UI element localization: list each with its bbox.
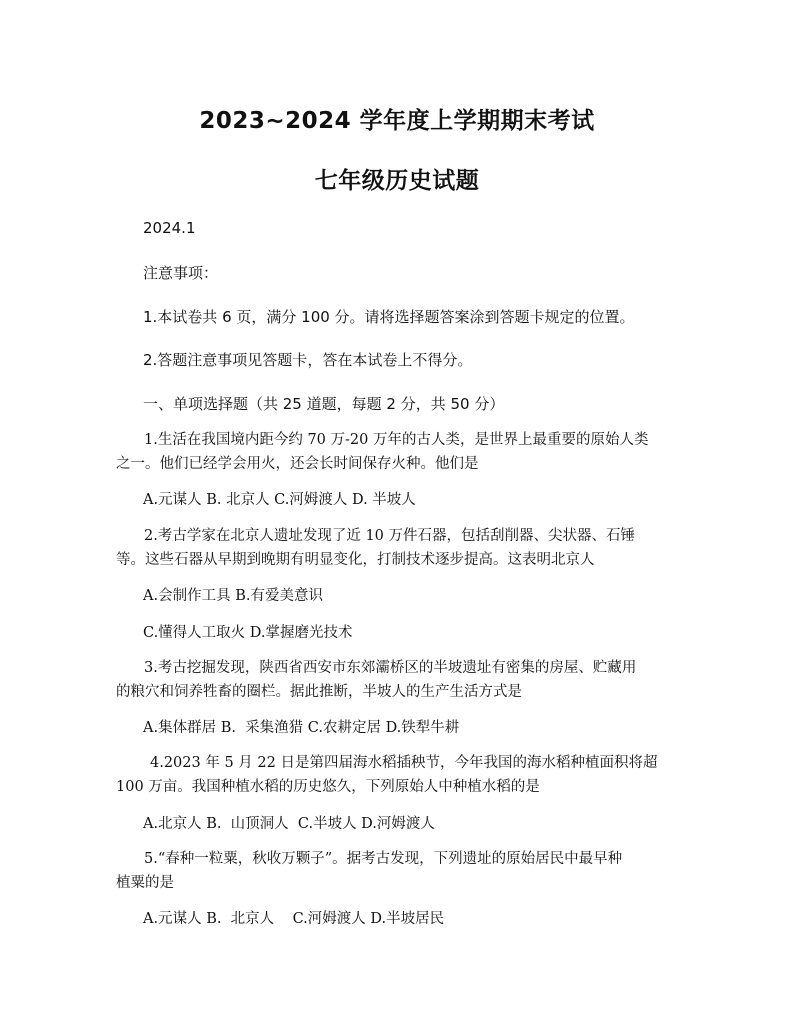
exam-title: 2023~2024 学年度上学期期末考试 — [199, 108, 595, 134]
question-line: 的粮穴和饲养牲畜的圈栏。据此推断，半坡人的生产生活方式是 — [116, 684, 522, 700]
question-1-options: A.元谋人 B. 北京人 C.河姆渡人 D. 半坡人 — [143, 492, 416, 508]
question-4-stem — [116, 751, 676, 799]
question-2-options: C.懂得人工取火 D.掌握磨光技术 — [143, 625, 353, 641]
question-line: 1.生活在我国境内距今约 70 万-20 万年的古人类，是世界上最重要的原始人类 — [144, 432, 649, 448]
notes-item: 2.答题注意事项见答题卡，答在本试卷上不得分。 — [143, 351, 473, 369]
question-3-options: A.集体群居 B. 采集渔猎 C.农耕定居 D.铁犁牛耕 — [143, 720, 460, 736]
question-line: 2.考古学家在北京人遗址发现了近 10 万件石器，包括刮削器、尖状器、石锤 — [144, 528, 636, 544]
question-3-stem — [116, 656, 676, 704]
exam-date: 2024.1 — [143, 219, 196, 237]
exam-subtitle: 七年级历史试题 — [314, 168, 480, 194]
notes-item: 1.本试卷共 6 页，满分 100 分。请将选择题答案涂到答题卡规定的位置。 — [143, 308, 635, 326]
question-line: 4.2023 年 5 月 22 日是第四届海水稻插秧节，今年我国的海水稻种植面积将超 — [150, 755, 658, 771]
section-heading: 一、单项选择题（共 25 道题，每题 2 分，共 50 分） — [143, 395, 505, 413]
question-2-stem — [116, 524, 676, 572]
question-5-options: A.元谋人 B. 北京人 C.河姆渡人 D.半坡居民 — [143, 911, 445, 927]
question-1-stem — [116, 428, 676, 476]
question-5-stem — [116, 847, 676, 895]
question-line: 植粟的是 — [116, 875, 174, 891]
notes-heading: 注意事项： — [143, 264, 219, 282]
question-line: 5.“春种一粒粟，秋收万颗子”。据考古发现，下列遗址的原始居民中最早种 — [144, 851, 623, 867]
question-2-options: A.会制作工具 B.有爱美意识 — [143, 588, 323, 604]
question-line: 等。这些石器从早期到晚期有明显变化，打制技术逐步提高。这表明北京人 — [116, 552, 595, 568]
question-line: 100 万亩。我国种植水稻的历史悠久，下列原始人中种植水稻的是 — [116, 779, 540, 795]
question-4-options: A.北京人 B. 山顶洞人 C.半坡人 D.河姆渡人 — [143, 816, 435, 832]
question-line: 3.考古挖掘发现，陕西省西安市东郊灞桥区的半坡遗址有密集的房屋、贮藏用 — [144, 660, 637, 676]
question-line: 之一。他们已经学会用火，还会长时间保存火种。他们是 — [116, 456, 479, 472]
